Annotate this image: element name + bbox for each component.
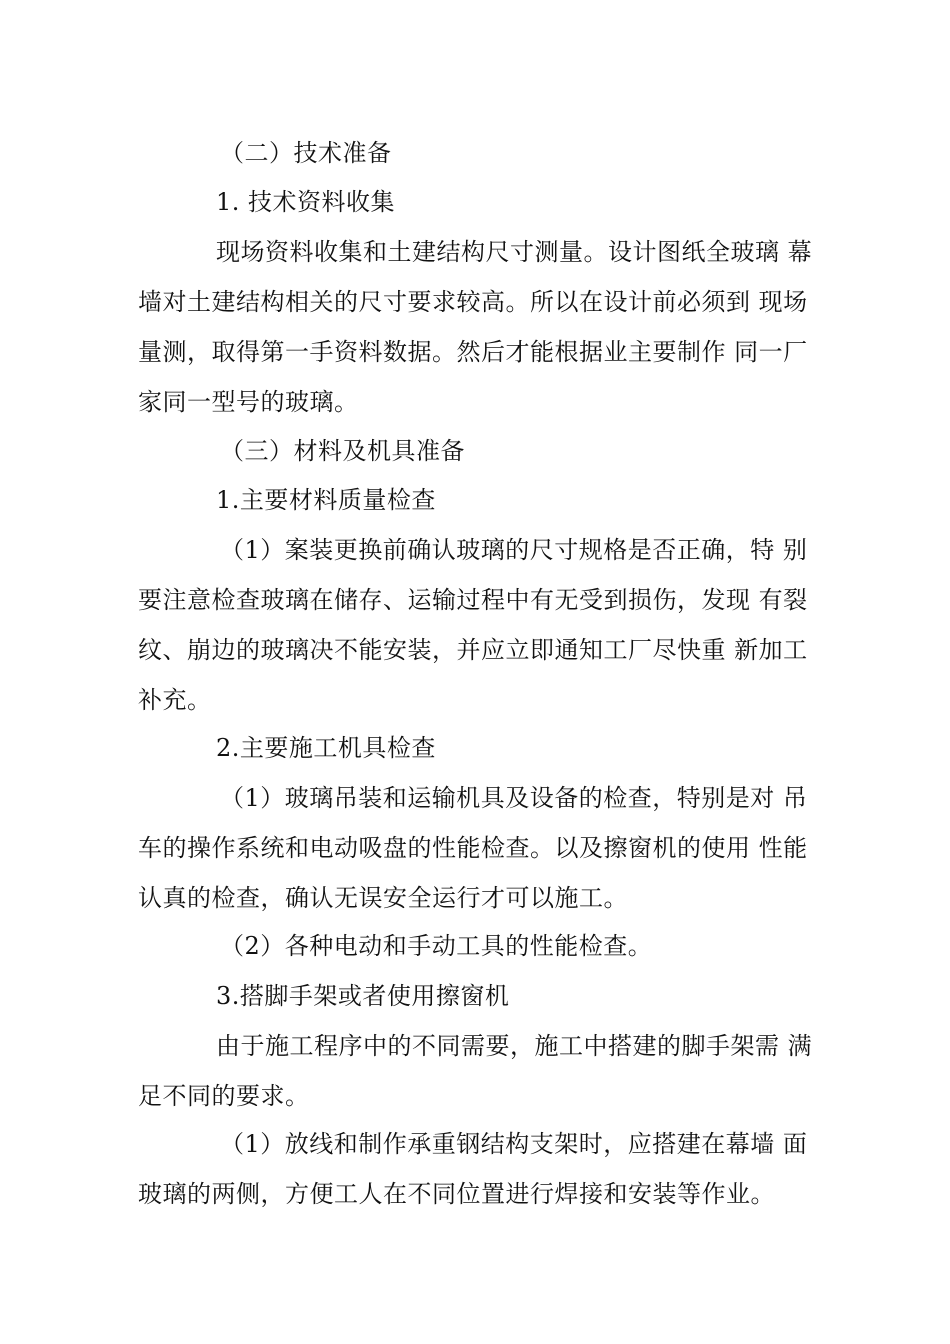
- paragraph-line: 由于施工程序中的不同需要，施工中搭建的脚手架需 满: [216, 1032, 813, 1060]
- paragraph-line: 补充。: [138, 686, 212, 714]
- paragraph-line: （1）放线和制作承重钢结构支架时，应搭建在幕墙 面: [220, 1130, 808, 1158]
- subheading-material-check: 1.主要材料质量检查: [216, 486, 436, 514]
- subheading-tools-check: 2.主要施工机具检查: [216, 734, 436, 762]
- section-heading-materials-prep: （三）材料及机具准备: [220, 437, 465, 465]
- paragraph-line: 要注意检查玻璃在储存、运输过程中有无受到损伤，发现 有裂: [138, 586, 808, 614]
- paragraph-line: 纹、崩边的玻璃决不能安装，并应立即通知工厂尽快重 新加工: [138, 636, 808, 664]
- paragraph-line: 车的操作系统和电动吸盘的性能检查。以及擦窗机的使用 性能: [138, 834, 808, 862]
- subheading-tech-data-collection: 1. 技术资料收集: [216, 188, 396, 216]
- paragraph-line: 墙对土建结构相关的尺寸要求较高。所以在设计前必须到 现场: [138, 288, 808, 316]
- paragraph-line: 量测，取得第一手资料数据。然后才能根据业主要制作 同一厂: [138, 338, 808, 366]
- paragraph-line: 玻璃的两侧，方便工人在不同位置进行焊接和安装等作业。: [138, 1180, 775, 1208]
- paragraph-line: （1）玻璃吊装和运输机具及设备的检查，特别是对 吊: [220, 784, 808, 812]
- paragraph-line: 认真的检查，确认无误安全运行才可以施工。: [138, 884, 628, 912]
- paragraph-line: （1）案装更换前确认玻璃的尺寸规格是否正确，特 别: [220, 536, 808, 564]
- paragraph-line: 足不同的要求。: [138, 1082, 310, 1110]
- paragraph-line: 现场资料收集和土建结构尺寸测量。设计图纸全玻璃 幕: [216, 238, 813, 266]
- paragraph-line: （2）各种电动和手动工具的性能检查。: [220, 932, 653, 960]
- subheading-scaffolding: 3.搭脚手架或者使用擦窗机: [216, 982, 510, 1010]
- paragraph-line: 家同一型号的玻璃。: [138, 388, 359, 416]
- section-heading-technical-prep: （二）技术准备: [220, 139, 392, 167]
